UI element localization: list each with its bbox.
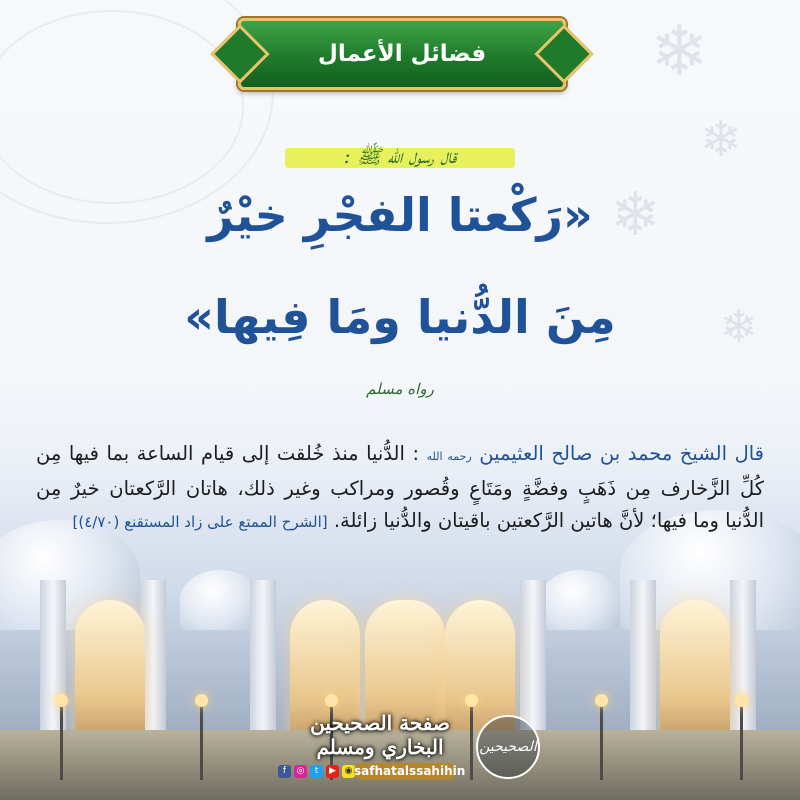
hadith-line-2: مِنَ الدُّنيا ومَا فِيها» (184, 290, 616, 344)
footer-branding (270, 705, 538, 790)
brand-name: صفحة الصحيحين البخاري ومسلم (310, 711, 450, 759)
hadith-intro (275, 145, 525, 171)
brand-logo: الصحيحين (476, 715, 540, 779)
twitter-icon[interactable]: t (310, 765, 323, 778)
snowflake-icon: ❄ (700, 110, 742, 168)
commentary-paragraph (36, 438, 764, 538)
snapchat-icon[interactable]: ◉ (342, 765, 355, 778)
youtube-icon[interactable]: ▶ (326, 765, 339, 778)
facebook-icon[interactable]: f (278, 765, 291, 778)
snowflake-icon: ❄ (720, 300, 758, 353)
hadith-intro-text: قال رسول الله ﷺ : (343, 143, 457, 168)
banner-title: فضائل الأعمال (317, 41, 487, 67)
snowflake-icon: ❄ (650, 10, 709, 92)
hadith-source: رواه مسلم (366, 380, 434, 398)
sheikh-name: قال الشيخ محمد بن صالح العثيمين (479, 442, 765, 465)
hadith-line-1: «رَكْعتا الفجْرِ خيْرٌ (207, 188, 593, 242)
social-icons (278, 765, 355, 778)
honorific: رحمه الله (426, 450, 472, 463)
instagram-icon[interactable]: ◎ (294, 765, 307, 778)
snowflake-icon: ❄ (610, 180, 661, 250)
commentary-reference: [الشرح الممتع على زاد المستقنع (٤/٧٠)] (72, 513, 328, 531)
category-banner (238, 18, 566, 90)
social-handle[interactable]: safhatalssahihin (354, 764, 466, 778)
commentary-body: : الدُّنيا منذ خُلقت إلى قيام الساعة بما فيها مِن كُلِّ الزَّخارف مِن ذَهَبٍ وفضَّةٍ ومَتَاعٍ وقُصور ومراكب وغير ذلك، هاتان الرَّكعتان خيرٌ مِن الدُّنيا وما فيها؛ لأنَّ هاتين الرَّكعتين باقيتان والدُّنيا زائلة. (36, 442, 764, 532)
